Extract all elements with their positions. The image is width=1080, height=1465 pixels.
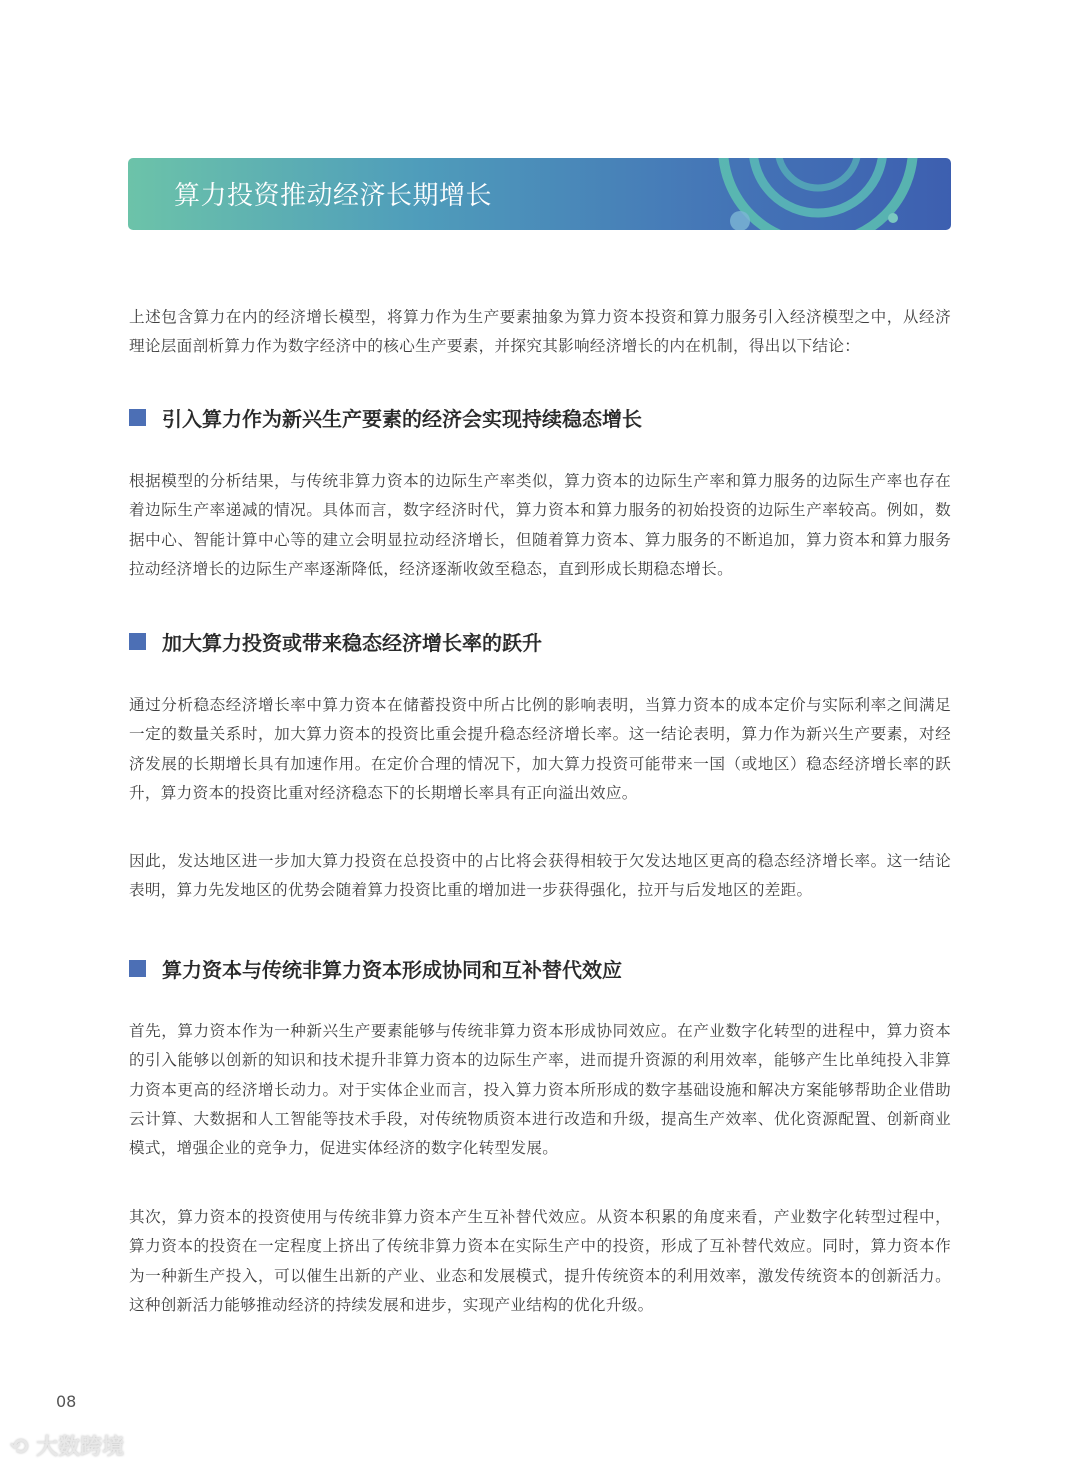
paragraph: 因此，发达地区进一步加大算力投资在总投资中的占比将会获得相较于欠发达地区更高的稳态经济增长率。这一结论表明，算力先发地区的优势会随着算力投资比重的增加进一步获得强化，拉开与后发地区的差距。 [129, 852, 951, 900]
square-bullet-icon [129, 409, 146, 426]
paragraph: 根据模型的分析结果，与传统非算力资本的边际生产率类似，算力资本的边际生产率和算力服务的边际生产率也存在着边际生产率递减的情况。具体而言，数字经济时代，算力资本和算力服务的初始投资的边际生产率较高。例如，数据中心、智能计算中心等的建立会明显拉动经济增长，但随着算力资本、算力服务的不断追加，算力资本和算力服务拉动经济增长的边际生产率逐渐降低，经济逐渐收敛至稳态，直到形成长期稳态增长。 [129, 472, 951, 578]
paragraph: 通过分析稳态经济增长率中算力资本在储蓄投资中所占比例的影响表明，当算力资本的成本定价与实际利率之间满足一定的数量关系时，加大算力资本的投资比重会提升稳态经济增长率。这一结论表明，算力作为新兴生产要素，对经济发展的长期增长具有加速作用。在定价合理的情况下，加大算力投资可能带来一国（或地区）稳态经济增长率的跃升，算力资本的投资比重对经济稳态下的长期增长率具有正向溢出效应。 [129, 696, 951, 802]
square-bullet-icon [129, 633, 146, 650]
paragraph: 首先，算力资本作为一种新兴生产要素能够与传统非算力资本形成协同效应。在产业数字化转型的进程中，算力资本的引入能够以创新的知识和技术提升非算力资本的边际生产率，进而提升资源的利用效率，能够产生比单纯投入非算力资本更高的经济增长动力。对于实体企业而言，投入算力资本所形成的数字基础设施和解决方案能够帮助企业借助云计算、大数据和人工智能等技术手段，对传统物质资本进行改造和升级，提高生产效率、优化资源配置、创新商业模式，增强企业的竞争力，促进实体经济的数字化转型发展。 [129, 1022, 951, 1158]
intro-paragraph: 上述包含算力在内的经济增长模型，将算力作为生产要素抽象为算力资本投资和算力服务引入经济模型之中，从经济理论层面剖析算力作为数字经济中的核心生产要素，并探究其影响经济增长的内在机制，得出以下结论： [129, 308, 951, 356]
watermark-text: 大数跨境 [36, 1435, 125, 1460]
banner-title: 算力投资推动经济长期增长 [174, 181, 493, 211]
watermark-logo: ⟲ 大数跨境 [10, 1435, 125, 1460]
section-banner [128, 158, 951, 230]
section-heading [129, 954, 622, 983]
paragraph: 其次，算力资本的投资使用与传统非算力资本产生互补替代效应。从资本积累的角度来看，产业数字化转型过程中，算力资本的投资在一定程度上挤出了传统非算力资本在实际生产中的投资，形成了互补替代效应。同时，算力资本作为一种新生产投入，可以催生出新的产业、业态和发展模式，提升传统资本的利用效率，激发传统资本的创新活力。这种创新活力能够推动经济的持续发展和进步，实现产业结构的优化升级。 [129, 1208, 951, 1314]
heading-text: 引入算力作为新兴生产要素的经济会实现持续稳态增长 [162, 407, 642, 431]
page-number: 08 [56, 1392, 77, 1411]
heading-text: 算力资本与传统非算力资本形成协同和互补替代效应 [162, 958, 622, 982]
section-heading [129, 403, 642, 432]
ring-decoration-icon [688, 158, 948, 230]
heading-text: 加大算力投资或带来稳态经济增长率的跃升 [162, 631, 542, 655]
section-heading [129, 627, 542, 656]
square-bullet-icon [129, 960, 146, 977]
